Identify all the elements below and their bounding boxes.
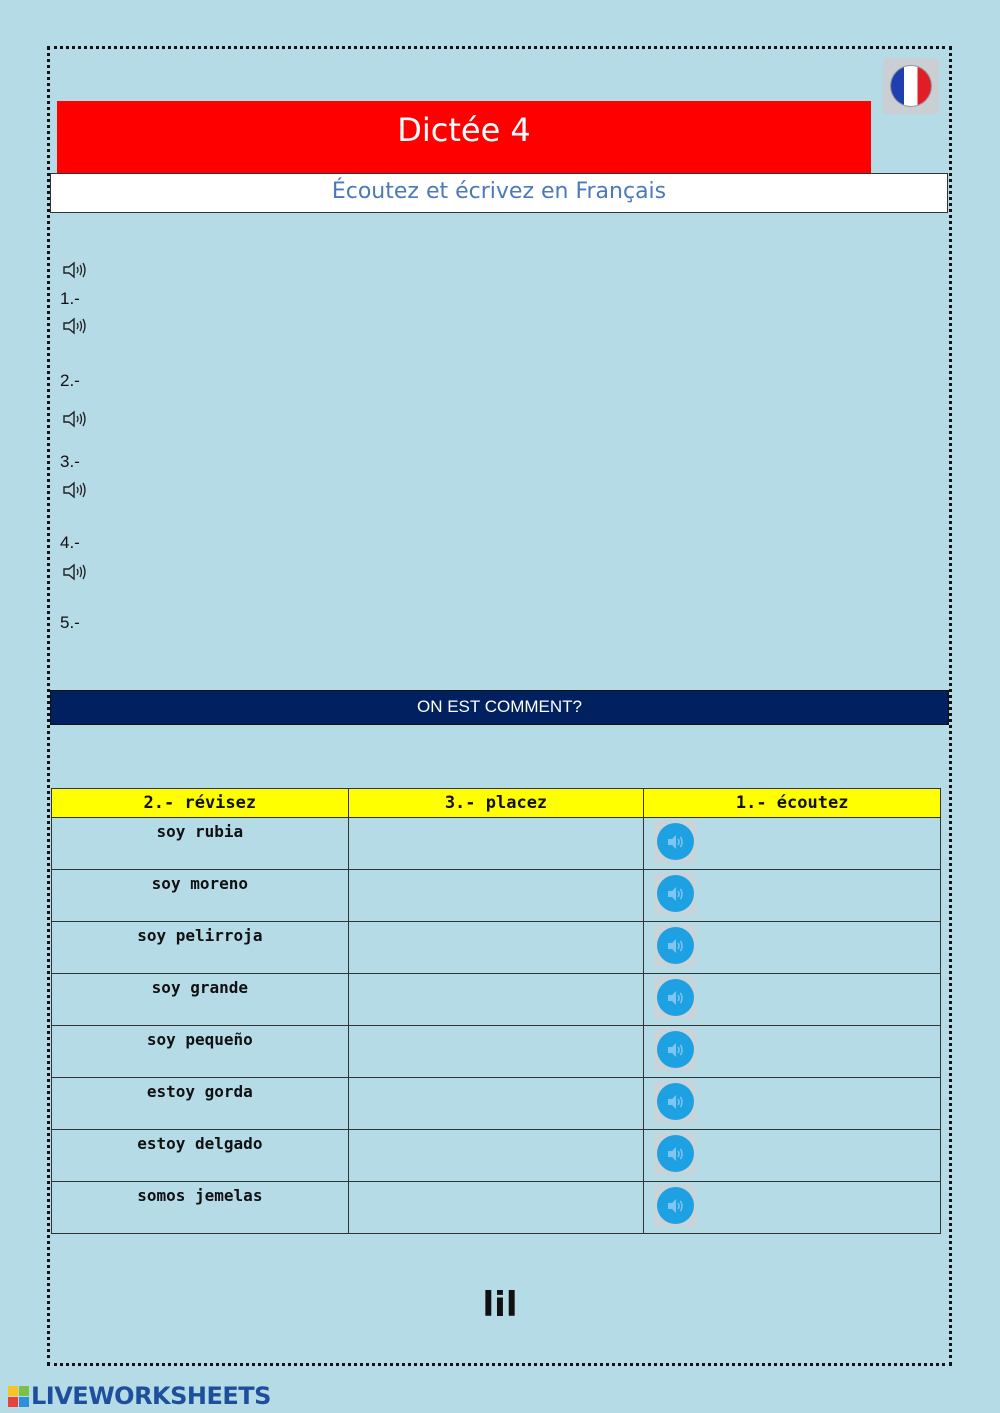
table-row: [52, 922, 941, 974]
column-header-revisez: 2.- révisez: [52, 789, 349, 818]
word-cell[interactable]: [52, 1078, 349, 1130]
column-header-placez: 3.- placez: [348, 789, 644, 818]
table-row: [52, 1078, 941, 1130]
word-text: soy grande: [151, 978, 248, 997]
word-text: soy moreno: [151, 874, 248, 893]
play-audio-icon[interactable]: [654, 1029, 696, 1071]
dictation-item-label: 4.-: [60, 533, 80, 552]
dictation-item-label: 5.-: [60, 613, 80, 632]
audio-cell: [644, 974, 941, 1026]
drop-zone-cell[interactable]: [348, 1026, 644, 1078]
word-cell[interactable]: [52, 974, 349, 1026]
word-text: somos jemelas: [137, 1186, 263, 1205]
drop-zone-cell[interactable]: [348, 1078, 644, 1130]
france-flag-icon: [883, 58, 939, 114]
audio-cell: [644, 1130, 941, 1182]
audio-cell: [644, 922, 941, 974]
dictation-item-label: 1.-: [60, 289, 80, 308]
dictation-item-label: 2.-: [60, 371, 80, 390]
brand-name: LIVEWORKSHEETS: [31, 1382, 271, 1410]
dictation-item-label: 3.-: [60, 452, 80, 471]
column-header-ecoutez: 1.- écoutez: [644, 789, 941, 818]
word-cell[interactable]: [52, 1182, 349, 1234]
table-row: [52, 1182, 941, 1234]
play-audio-icon[interactable]: [654, 1081, 696, 1123]
play-audio-icon[interactable]: [654, 873, 696, 915]
word-cell[interactable]: [52, 870, 349, 922]
footer-mark: lil: [482, 1285, 518, 1325]
audio-cell: [644, 1026, 941, 1078]
section-banner: [50, 690, 949, 725]
play-audio-icon[interactable]: [654, 925, 696, 967]
subtitle-bar: [50, 173, 948, 213]
section-title: ON EST COMMENT?: [417, 697, 582, 716]
page-title: Dictée 4: [397, 111, 531, 149]
logo-tiles-icon: [8, 1386, 29, 1407]
liveworksheets-logo: [8, 1382, 271, 1410]
speaker-icon[interactable]: [62, 480, 88, 500]
word-cell[interactable]: [52, 818, 349, 870]
word-text: soy pequeño: [146, 1030, 253, 1049]
word-cell[interactable]: [52, 922, 349, 974]
table-row: [52, 870, 941, 922]
word-text: estoy delgado: [137, 1134, 263, 1153]
drop-zone-cell[interactable]: [348, 974, 644, 1026]
table-row: [52, 818, 941, 870]
table-row: [52, 974, 941, 1026]
table-header-row: [52, 789, 941, 818]
speaker-icon[interactable]: [62, 562, 88, 582]
table-row: [52, 1130, 941, 1182]
play-audio-icon[interactable]: [654, 977, 696, 1019]
drop-zone-cell[interactable]: [348, 1182, 644, 1234]
play-audio-icon[interactable]: [654, 1185, 696, 1227]
speaker-icon[interactable]: [62, 409, 88, 429]
word-cell[interactable]: [52, 1026, 349, 1078]
audio-cell: [644, 1078, 941, 1130]
drop-zone-cell[interactable]: [348, 818, 644, 870]
audio-cell: [644, 1182, 941, 1234]
word-text: estoy gorda: [146, 1082, 253, 1101]
play-audio-icon[interactable]: [654, 1133, 696, 1175]
page-subtitle: Écoutez et écrivez en Français: [331, 179, 667, 204]
table-row: [52, 1026, 941, 1078]
title-banner: [57, 101, 871, 173]
play-audio-icon[interactable]: [654, 821, 696, 863]
audio-cell: [644, 818, 941, 870]
drop-zone-cell[interactable]: [348, 870, 644, 922]
audio-cell: [644, 870, 941, 922]
speaker-icon[interactable]: [62, 260, 88, 280]
word-text: soy pelirroja: [137, 926, 263, 945]
speaker-icon[interactable]: [62, 316, 88, 336]
word-cell[interactable]: [52, 1130, 349, 1182]
word-text: soy rubia: [156, 822, 244, 841]
vocabulary-table: [51, 788, 941, 1234]
drop-zone-cell[interactable]: [348, 922, 644, 974]
drop-zone-cell[interactable]: [348, 1130, 644, 1182]
